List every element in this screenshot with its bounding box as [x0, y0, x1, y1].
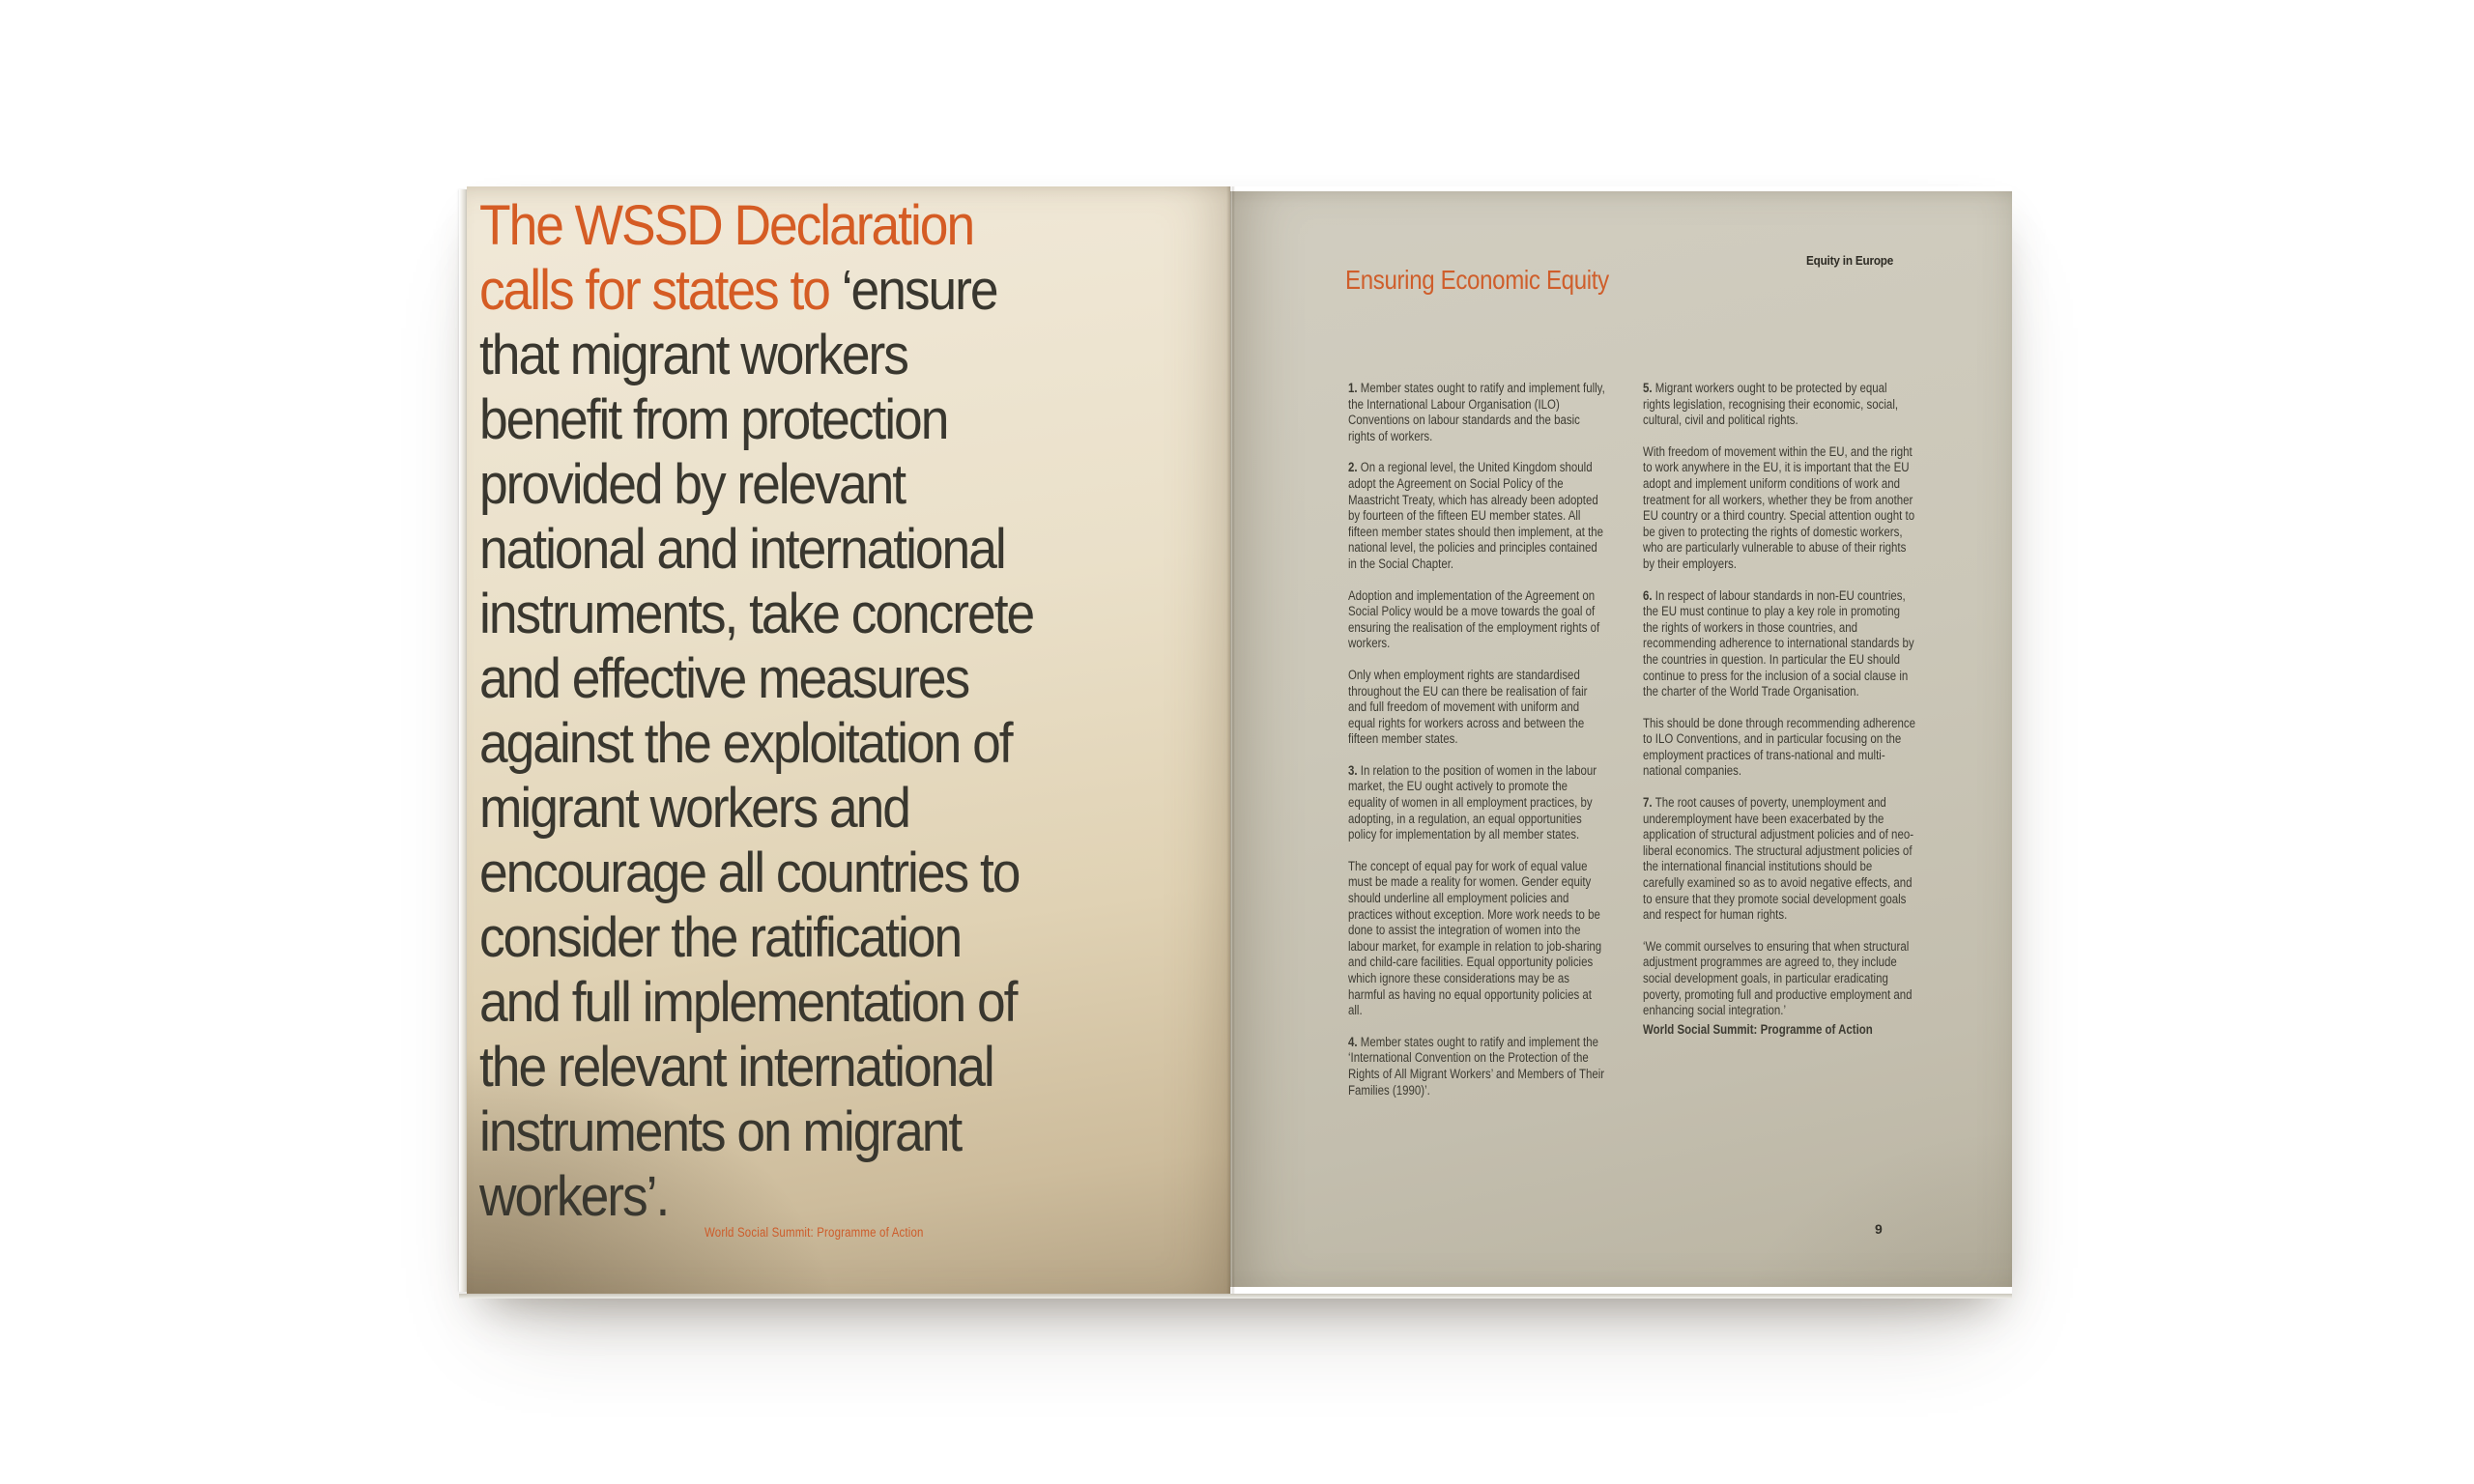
- quote-line: and full implementation of: [479, 971, 1017, 1034]
- text-column-1: [1348, 381, 1606, 1114]
- quote-line: provided by relevant: [479, 453, 906, 516]
- quote-line: benefit from protection: [479, 388, 948, 451]
- body-paragraph: World Social Summit: Programme of Action: [1643, 1021, 1873, 1037]
- body-paragraph: Only when employment rights are standardised throughout the EU can there be realisation of fair and full freedom of movement with uniform and equal rights for workers across and between the fifteen member states.: [1348, 667, 1588, 747]
- section-title: Ensuring Economic Equity: [1345, 265, 1609, 295]
- body-paragraph: With freedom of movement within the EU, and the right to work anywhere in the EU, it is important that the EU adopt and implement uniform conditions of work and treatment for all workers, whether they be from another EU country or a third country. Special attention ought to be given to protecting the rights of domestic workers, who are particularly vulnerable to abuse of their rights by their employers.: [1643, 443, 1915, 571]
- page-fore-edge: [459, 189, 467, 1292]
- quote-line: against the exploitation of: [479, 712, 1012, 775]
- page-bottom-edge: [459, 1294, 2012, 1298]
- running-header: Equity in Europe: [1806, 253, 1894, 268]
- body-paragraph: 1. Member states ought to ratify and implement fully, the International Labour Organisation (ILO) Conventions on labour standards and the basic rights of workers.: [1348, 381, 1605, 443]
- quote-line: the relevant international: [479, 1036, 993, 1099]
- left-page: [467, 186, 1230, 1294]
- quote-citation: World Social Summit: Programme of Action: [705, 1225, 924, 1240]
- text-column-2: [1643, 381, 1915, 1053]
- body-paragraph: 3. In relation to the position of women in the labour market, the EU ought actively to promote the equality of women in all employment practices, by adopting, in a regulation, an equal opportunities policy for implementation by all member states.: [1348, 762, 1597, 842]
- quote-line: consider the ratification: [479, 906, 962, 969]
- page-number: 9: [1875, 1221, 1883, 1237]
- open-brochure: [467, 186, 2012, 1294]
- body-paragraph: 6. In respect of labour standards in non-EU countries, the EU must continue to play a key role in promoting the rights of workers in those countries, and recommending adherence to international standards by the countries in question. In particular the EU should continue to press for the inclusion of a social clause in the charter of the World Trade Organisation.: [1643, 587, 1914, 699]
- body-paragraph: 4. Member states ought to ratify and implement the ‘International Convention on the Protection of the Rights of All Migrant Workers’ and Members of Their Families (1990)’.: [1348, 1034, 1605, 1098]
- quote-line: and effective measures: [479, 647, 969, 710]
- quote-line: national and international: [479, 518, 1005, 581]
- body-paragraph: Adoption and implementation of the Agreement on Social Policy would be a move towards the goal of ensuring the realisation of the employment rights of workers.: [1348, 587, 1600, 651]
- quote-line: instruments on migrant: [479, 1100, 962, 1163]
- quote-line: instruments, take concrete: [479, 583, 1034, 645]
- quote-line: migrant workers and: [479, 777, 909, 840]
- quote-line: The WSSD Declaration: [479, 194, 974, 257]
- body-paragraph: This should be done through recommending adherence to ILO Conventions, and in particular focusing on the employment practices of trans-national and multi-national companies.: [1643, 715, 1915, 779]
- right-page: [1230, 191, 2012, 1287]
- quote-line: encourage all countries to: [479, 842, 1020, 904]
- body-paragraph: 2. On a regional level, the United Kingdom should adopt the Agreement on Social Policy of the Maastricht Treaty, which has already been adopted by fourteen of the fifteen EU member states. All fifteen member states should then implement, at the national level, the policies and principles contained in the Social Chapter.: [1348, 460, 1604, 571]
- quote-line: that migrant workers: [479, 324, 907, 386]
- quote-line: calls for states to ‘ensure: [479, 259, 997, 322]
- pull-quote: [479, 193, 1230, 1229]
- center-fold: [1226, 186, 1235, 1294]
- body-paragraph: 7. The root causes of poverty, unemployment and underemployment have been exacerbated by the application of structural adjustment policies and of neo-liberal economics. The structural adjustment policies of the international financial institutions should be carefully examined so as to avoid negative effects, and to ensure that they promote social development goals and respect for human rights.: [1643, 795, 1914, 923]
- body-paragraph: The concept of equal pay for work of equal value must be made a reality for women. Gender equity should underline all employment policies and practices without exception. More work needs to be done to assist the integration of women into the labour market, for example in relation to job-sharing and child-care facilities. Equal opportunity policies which ignore these considerations may be as harmful as having no equal opportunity policies at all.: [1348, 858, 1602, 1018]
- body-paragraph: ‘We commit ourselves to ensuring that when structural adjustment programmes are agreed to, they include social development goals, in particular eradicating poverty, promoting full and productive employment and enhancing social integration.’: [1643, 938, 1913, 1018]
- body-paragraph: 5. Migrant workers ought to be protected by equal rights legislation, recognising their economic, social, cultural, civil and political rights.: [1643, 381, 1899, 428]
- quote-line: workers’.: [479, 1165, 669, 1228]
